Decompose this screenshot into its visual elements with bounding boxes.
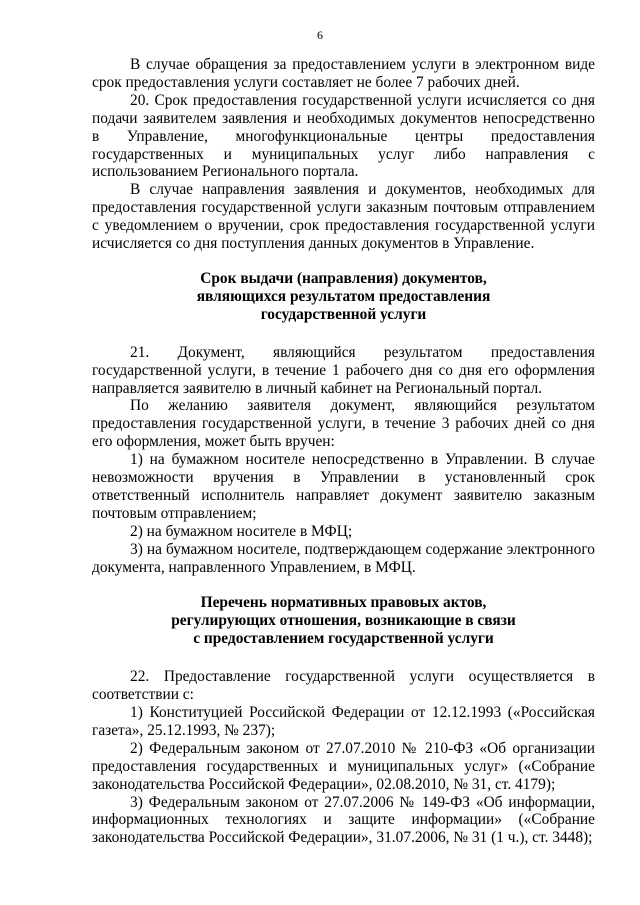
paragraph-20: 20. Срок предоставления государственной услуги исчисляется со дня подачи заявителем заявления и необходимых документов непосредственно в Управление, многофункциональные центры предоставления государственных и муниципальных услуг либо направления с использованием Регионального портала. [92,91,595,181]
heading-line: являющихся результатом предоставления [196,287,491,305]
law-item-3: 3) Федеральным законом от 27.07.2006 № 149-ФЗ «Об информации, информационных технологиях и защите информации» («Собрание законодательства Российской Федерации», 31.07.2006, № 31 (1 ч.), ст. 3448); [92,793,595,847]
heading-line: регулирующих отношения, возникающие в связи [171,612,516,630]
document-body [92,56,595,847]
heading-line: Перечень нормативных правовых актов, [200,594,487,612]
law-item-1: 1) Конституцией Российской Федерации от 12.12.1993 («Российская газета», 25.12.1993, № 237); [92,704,595,739]
paragraph-22: 22. Предоставление государственной услуги осуществляется в соответствии с: [92,668,595,704]
law-item-2: 2) Федеральным законом от 27.07.2010 № 210-ФЗ «Об организации предоставления государственных и муниципальных услуг» («Собрание законодательства Российской Федерации», 02.08.2010, № 31, ст. 4179); [92,739,595,793]
section-heading-legal-acts [92,594,595,648]
paragraph-21: 21. Документ, являющийся результатом предоставления государственной услуги, в течение 1 рабочего дня со дня его оформления направляется заявителю в личный кабинет на Региональный портал. [92,343,595,397]
list-item-1: 1) на бумажном носителе непосредственно в Управлении. В случае невозможности вручения в Управлении в установленный срок ответственный исполнитель направляет документ заявителю заказным почтовым отправлением; [92,451,595,522]
paragraph-postal-term: В случае направления заявления и документов, необходимых для предоставления государственной услуги заказным почтовым отправлением с уведомлением о вручении, срок предоставления государственной услуги исчисляется со дня поступления данных документов в Управление. [92,181,595,253]
list-item-3: 3) на бумажном носителе, подтверждающем содержание электронного документа, направленного Управлением, в МФЦ. [92,540,595,576]
heading-line: с предоставлением государственной услуги [193,630,494,648]
section-heading-issue-term [92,270,595,324]
page-number: 6 [317,28,323,42]
heading-line: Срок выдачи (направления) документов, [200,269,487,287]
paragraph-delivery-options: По желанию заявителя документ, являющийся результатом предоставления государственной услуги, в течение 3 рабочих дней со дня его оформления, может быть вручен: [92,397,595,451]
list-item-2: 2) на бумажном носителе в МФЦ; [130,522,353,540]
heading-line: государственной услуги [260,305,427,323]
paragraph-electronic-term: В случае обращения за предоставлением услуги в электронном виде срок предоставления услуги составляет не более 7 рабочих дней. [92,56,595,91]
